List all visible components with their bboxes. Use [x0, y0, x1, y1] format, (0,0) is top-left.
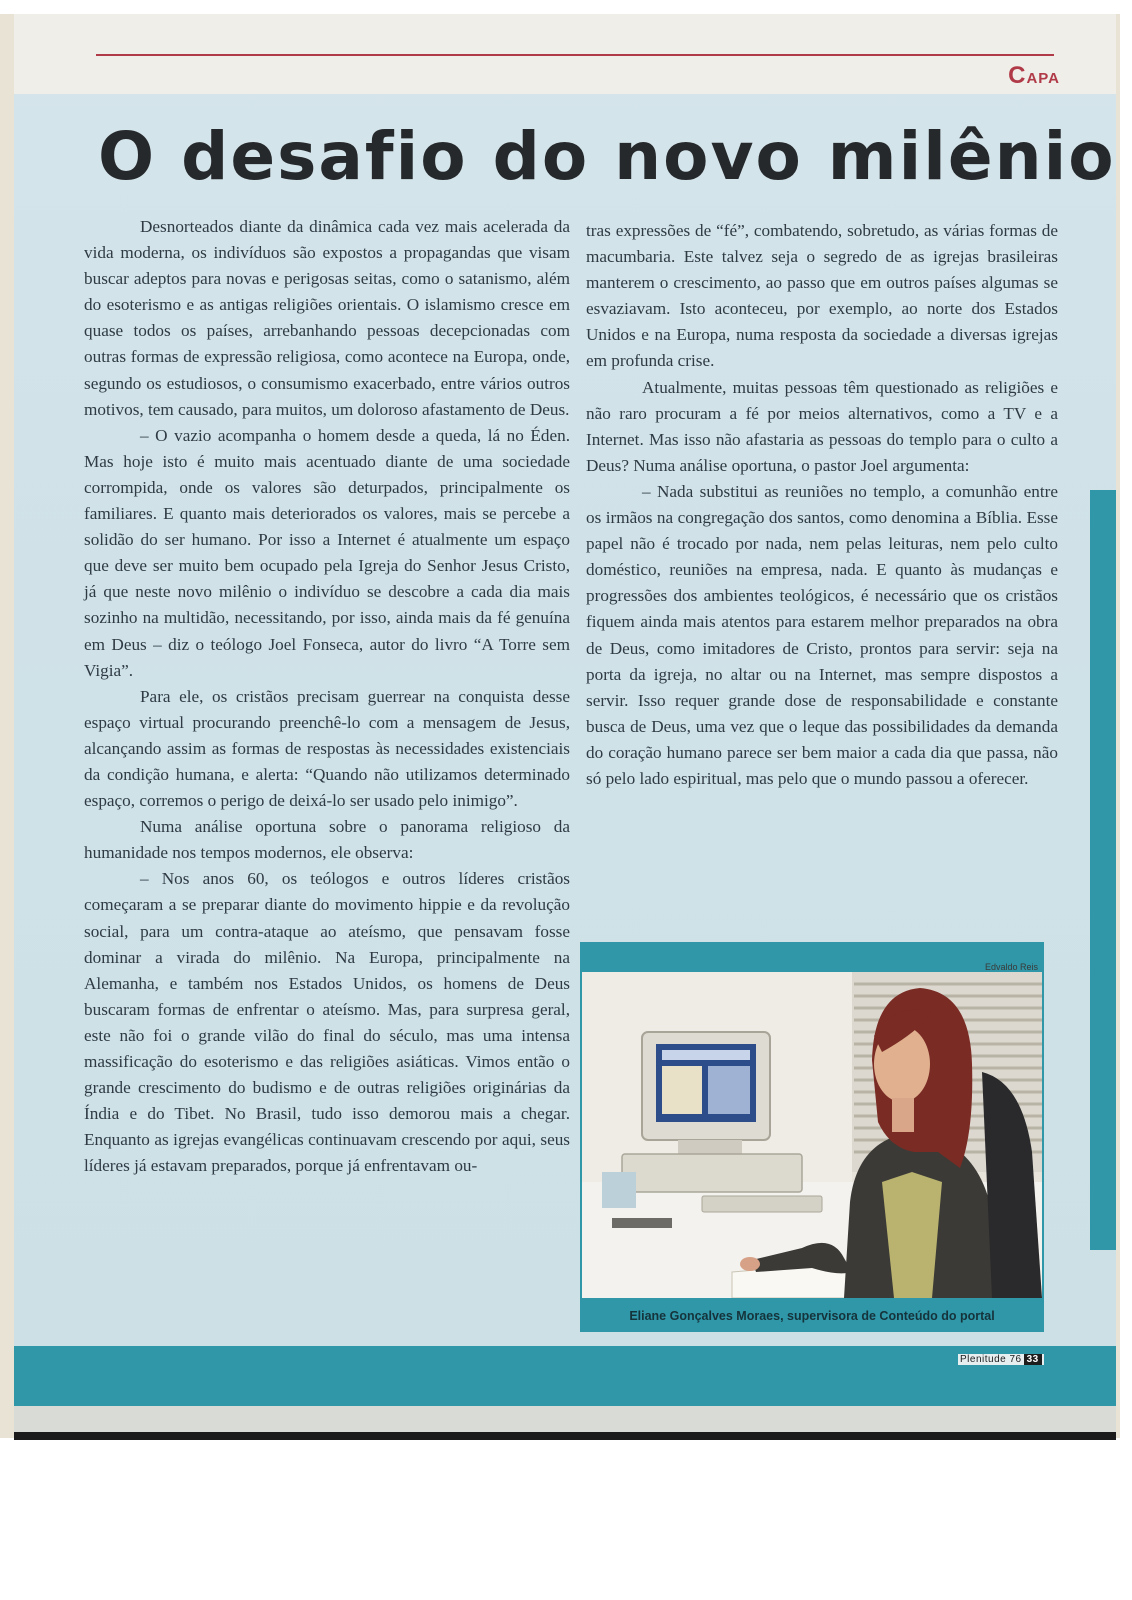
- photo-credit: Edvaldo Reis: [984, 962, 1038, 972]
- decorative-band-bottom: [14, 1346, 1116, 1406]
- paragraph: – Nada substitui as reuniões no templo, a comunhão entre os irmãos na congregação dos santos, como denomina a Bíblia. Esse papel não é trocado por nada, nem pelas leituras, nem pelo culto doméstico, reuniões na empresa, nada. E quanto às mudanças e progressões dos ambientes teológicos, é necessário que os cristãos fiquem ainda mais atentos para estarem melhor preparados na obra de Deus, como imitadores de Cristo, prontos para servir: seja na porta da igreja, no altar ou na Internet, mas sempre dispostos a servir. Isso requer grande dose de responsabilidade e constante busca de Deus, uma vez que o leque das possibilidades da demanda do coração humano parece ser bem maior a cada dia que passa, não só pelo lado espiritual, mas pelo que o mundo passou a oferecer.: [586, 481, 1058, 788]
- header-rule: [96, 54, 1054, 56]
- paragraph: Numa análise oportuna sobre o panorama religioso da humanidade nos tempos modernos, ele observa:: [84, 817, 570, 863]
- magazine-page: [14, 14, 1116, 1432]
- page-number: 33: [1024, 1354, 1042, 1365]
- photo-office-woman-computer: [582, 972, 1042, 1298]
- paragraph: Atualmente, muitas pessoas têm questionado as religiões e não raro procuram a fé por meios alternativos, como a TV e a Internet. Mas isso não afastaria as pessoas do templo para o culto a Deus? Numa análise oportuna, o pastor Joel argumenta:: [586, 377, 1058, 475]
- scan-shadow: [14, 1432, 1116, 1440]
- paragraph: – O vazio acompanha o homem desde a queda, lá no Éden. Mas hoje isto é muito mais acentuado diante de uma sociedade corrompida, onde os valores são deturpados, principalmente os familiares. E quanto mais deteriorados os valores, mais se percebe a solidão do ser humano. Por isso a Internet é atualmente um espaço que deve ser muito bem ocupado pela Igreja do Senhor Jesus Cristo, já que neste novo milênio o indivíduo se descobre a cada dia mais sozinho na multidão, necessitando, por isso, ainda mais da fé genuína em Deus – diz o teólogo Joel Fonseca, autor do livro “A Torre sem Vigia”.: [84, 425, 570, 680]
- photo-frame: [580, 942, 1044, 1332]
- section-rest: APA: [1026, 70, 1060, 87]
- paragraph: – Nos anos 60, os teólogos e outros líderes cristãos começaram a se preparar diante do movimento hippie e da revolução social, para um contra-ataque ao ateísmo, que pensavam fosse dominar a virada do milênio. Na Europa, principalmente na Alemanha, e também nos Estados Unidos, os homens de Deus buscaram formas de enfrentar o ateísmo. Mas, para surpresa geral, este não foi o grande vilão do final do século, mas uma intensa massificação do esoterismo e das religiões asiáticas. Vimos então o grande crescimento do budismo e de outras religiões originárias da Índia e do Tibet. No Brasil, tudo isso demorou mais a chegar. Enquanto as igrejas evangélicas continuavam crescendo por aqui, seus líderes já estavam preparados, porque já enfrentavam ou-: [84, 869, 570, 1176]
- paragraph: Para ele, os cristãos precisam guerrear na conquista desse espaço virtual procurando preenchê-lo com a mensagem de Jesus, alcançando assim as formas de respostas às necessidades existenciais da condição humana, e alerta: “Quando não utilizamos determinado espaço, corremos o perigo de deixá-lo ser usado pelo inimigo”.: [84, 686, 570, 811]
- decorative-stripe-right: [1090, 490, 1116, 1250]
- page-folio: [958, 1354, 1044, 1365]
- photo-caption: Eliane Gonçalves Moraes, supervisora de Conteúdo do portal: [629, 1309, 995, 1323]
- photo-illustration: [582, 972, 1042, 1298]
- paragraph: tras expressões de “fé”, combatendo, sobretudo, as várias formas de macumbaria. Este talvez seja o segredo de as igrejas brasileiras manterem o crescimento, ao passo que em outros países algumas se esvaziavam. Isto aconteceu, por exemplo, ao norte dos Estados Unidos e na Europa, numa resposta da sociedade a diversas igrejas em profunda crise.: [586, 221, 1058, 371]
- issue-number: 76: [1009, 1354, 1022, 1365]
- stapler: [612, 1218, 672, 1228]
- crt-monitor: [642, 1032, 770, 1154]
- computer-case: [622, 1154, 802, 1192]
- magazine-name: Plenitude: [960, 1354, 1007, 1365]
- section-initial: C: [1008, 62, 1027, 89]
- article-column-left: [84, 214, 570, 1179]
- article-column-right: [586, 218, 1058, 792]
- article-title: O desafio do novo milênio: [98, 118, 1116, 195]
- section-label: [1008, 62, 1060, 90]
- keyboard: [702, 1196, 822, 1212]
- cup: [602, 1172, 636, 1208]
- paragraph: Desnorteados diante da dinâmica cada vez mais acelerada da vida moderna, os indivíduos são expostos a propagandas que visam buscar adeptos para novas e perigosas seitas, como o satanismo, além do esoterismo e as antigas religiões orientais. O islamismo cresce em quase todos os países, arrebanhando pessoas decepcionadas com outras formas de expressão religiosa, como acontece na Europa, onde, segundo os estudiosos, o consumismo exacerbado, entre vários outros motivos, tem causado, para muitos, um doloroso afastamento de Deus.: [84, 217, 570, 419]
- decorative-band-bottom-light: [14, 1406, 1116, 1432]
